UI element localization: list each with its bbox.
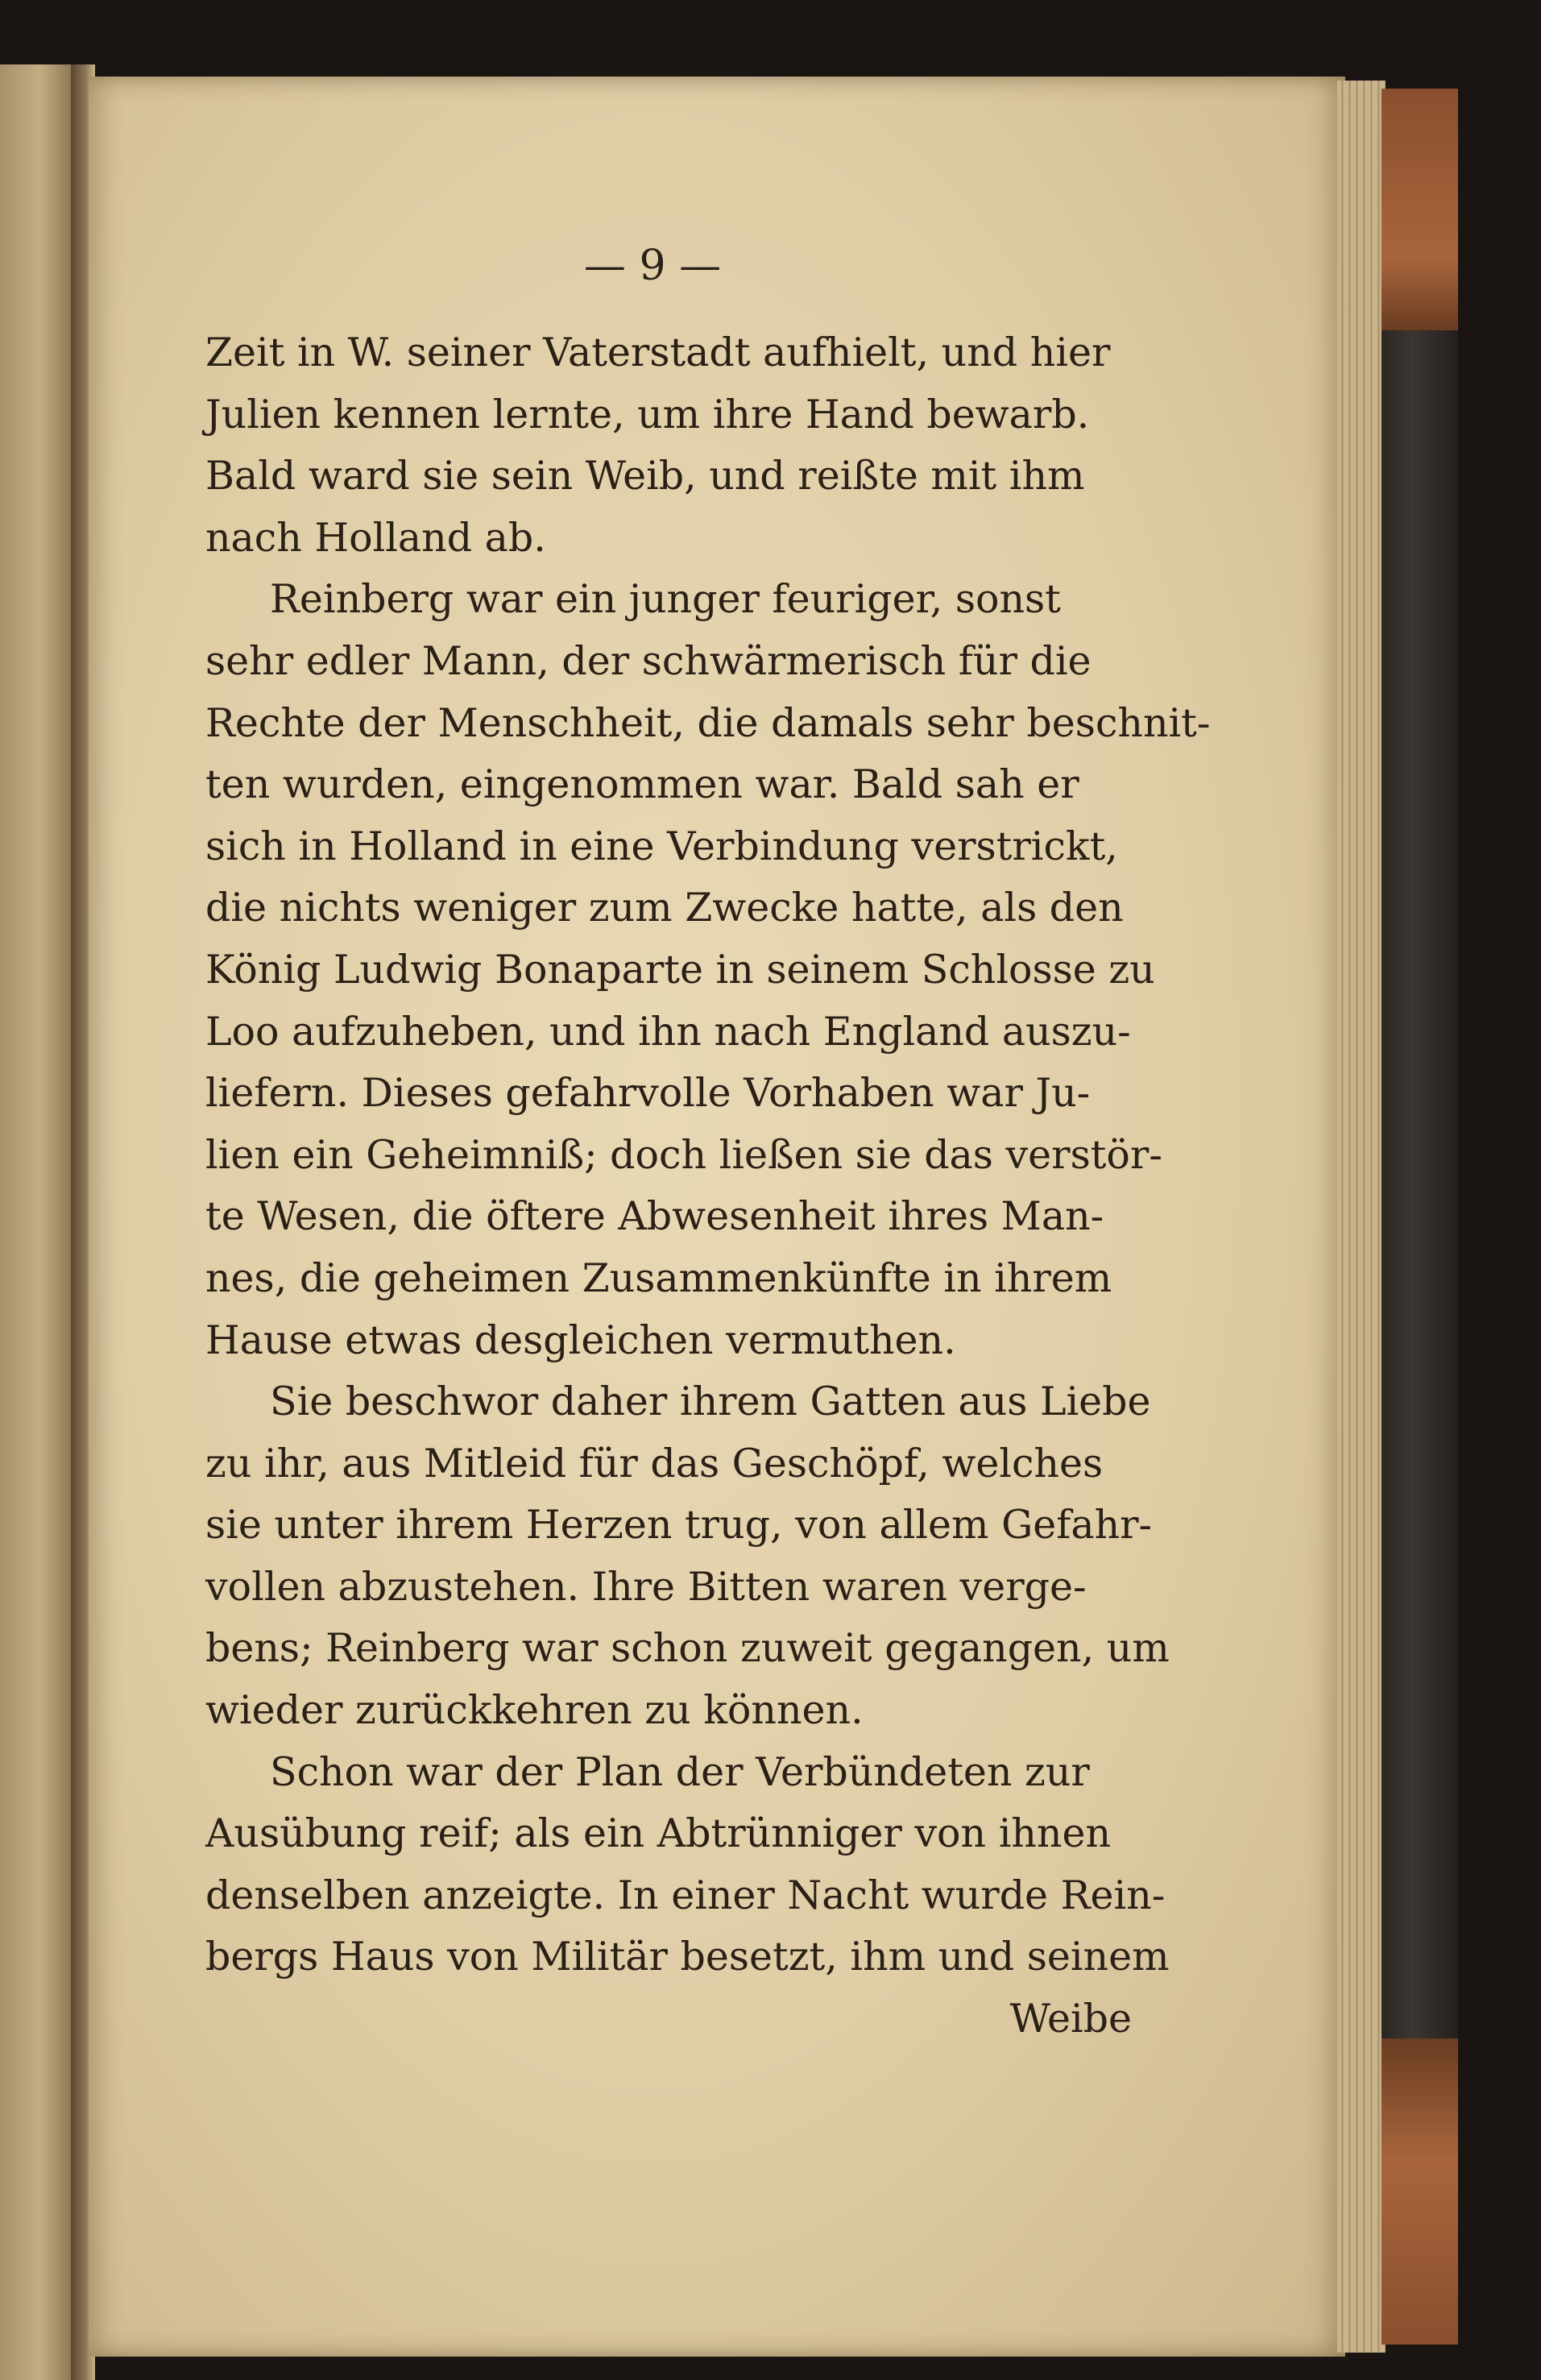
text-line: te Wesen, die öftere Abwesenheit ihres Man- xyxy=(205,1193,1104,1240)
text-line: sehr edler Mann, der schwärmerisch für die xyxy=(205,637,1092,684)
text-line: Sie beschwor daher ihrem Gatten aus Liebe xyxy=(270,1379,1151,1425)
page-number: — 9 — xyxy=(583,242,722,290)
text-line: ten wurden, eingenommen war. Bald sah er xyxy=(205,761,1079,808)
text-line: Rechte der Menschheit, die damals sehr beschnit- xyxy=(205,699,1211,746)
text-line: zu ihr, aus Mitleid für das Geschöpf, welches xyxy=(205,1440,1104,1486)
text-line: Ausübung reif; als ein Abtrünniger von ihnen xyxy=(205,1810,1112,1857)
text-line: lien ein Geheimniß; doch ließen sie das verstör- xyxy=(205,1131,1162,1178)
catchword: Weibe xyxy=(1009,1996,1132,2042)
text-line: bens; Reinberg war schon zuweit gegangen, um xyxy=(205,1625,1170,1672)
text-line: Julien kennen lernte, um ihre Hand bewarb. xyxy=(205,391,1090,437)
text-line: die nichts weniger zum Zwecke hatte, als den xyxy=(205,885,1124,931)
text-line: sie unter ihrem Herzen trug, von allem Gefahr- xyxy=(205,1502,1153,1549)
book-cover xyxy=(1382,89,1458,2345)
text-line: nach Holland ab. xyxy=(205,514,546,561)
text-line: bergs Haus von Militär besetzt, ihm und seinem xyxy=(205,1934,1170,1980)
text-line: Bald ward sie sein Weib, und reißte mit ihm xyxy=(205,453,1085,500)
text-line: sich in Holland in eine Verbindung verstrickt, xyxy=(205,823,1118,869)
text-line: liefern. Dieses gefahrvolle Vorhaben war Ju- xyxy=(205,1070,1091,1117)
text-line: Hause etwas desgleichen vermuthen. xyxy=(205,1316,956,1363)
text-line: wieder zurückkehren zu können. xyxy=(205,1687,864,1734)
text-line: denselben anzeigte. In einer Nacht wurde Rein- xyxy=(205,1872,1166,1918)
text-line: Reinberg war ein junger feuriger, sonst xyxy=(270,576,1061,623)
cover-corner-bottom xyxy=(1382,2038,1458,2345)
text-line: Schon war der Plan der Verbündeten zur xyxy=(270,1748,1090,1795)
text-line: nes, die geheimen Zusammenkünfte in ihrem xyxy=(205,1254,1112,1301)
text-line: Loo aufzuheben, und ihn nach England auszu- xyxy=(205,1008,1131,1055)
text-line: vollen abzustehen. Ihre Bitten waren verge- xyxy=(205,1563,1087,1610)
page-edges xyxy=(1337,81,1386,2353)
left-page-edge xyxy=(0,64,72,2380)
text-line: Zeit in W. seiner Vaterstadt aufhielt, und hier xyxy=(205,330,1111,375)
text-line: König Ludwig Bonaparte in seinem Schlosse zu xyxy=(205,946,1155,993)
page-text xyxy=(205,322,1211,2050)
cover-corner-top xyxy=(1382,89,1458,330)
